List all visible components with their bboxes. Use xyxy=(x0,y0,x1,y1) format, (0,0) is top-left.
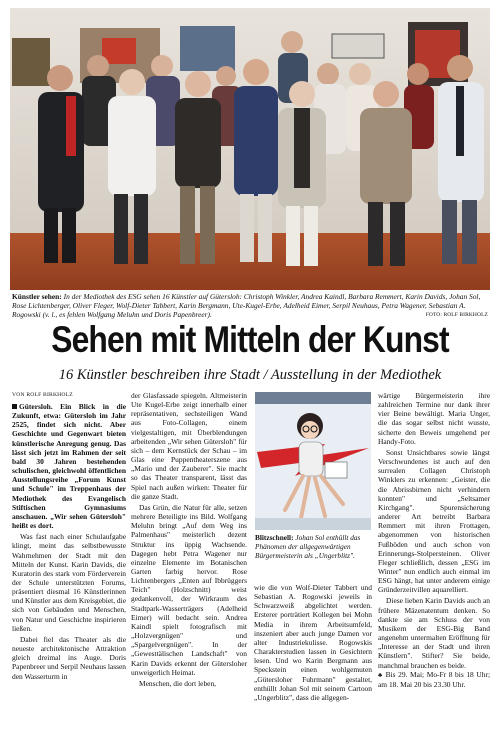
paragraph: wie die von Wolf-Dieter Tabbert und Sebastian A. Rogowski jeweils in Schwarzweiß abgelichtet werden. Ersterer porträtiert Kollegen bei Mohn Media in ihrem Arbeitsumfeld, inszeniert aber auch junge Damen vor alter Industriekulisse. Rogowskis Charakterstudien lassen in Gesichtern lesen. Und wo Karin Bergmann aus Speckstein einen wohlgemuten „Gütersloher Fuhrmann" gestaltet, enthüllt Johan Sol mit seinem Cartoon „Ungerblitz", dass die allgegen- xyxy=(254,583,372,702)
paragraph: Das Grün, die Natur für alle, setzen mehrere Beteiligte ins Bild. Wolfgang Meluhn bringt „Auf dem Weg ins Palmenhaus" meisterlich dezent Struktur ins üppig Wachsende. Dagegen hebt Petra Wagener nur einzelne Elemente im Botanischen Garten farbig hervor. Rose Lichtenbergers „Enten auf Ibbrüggers Teich" (Holzschnitt) weist gedankenvoll, der Wirkraum des Stadtpark-Wasserträgers (Adelheid Eimer) will bedacht sein. Andrea Kaindl spielt fotografisch mit „Holzvergnügen" und „Spargelvergnügen". In der „Gewesttälischen Landschaft" von Karin Davids erkennt der Gütersloher unweigerlich Heimat. xyxy=(131,502,247,677)
lead-text: Gütersloh. Ein Blick in die Zukunft, etwa: Gütersloh im Jahr 2525, findet sich nicht. Aber Geschichte und Gegenwart bieten künstlerische Anregung genug. Das lässt sich jetzt im Rahmen der seit bald 30 Jahren bestehenden schulischen, gleichwohl öffentlichen Ausstellungsreihe „Forum Kunst und Schule" im Treppenhaus der Mediothek des Evangelisch Stiftischen Gymnasiums anschauen. „Wir sehen Gütersloh" heißt es dort. xyxy=(12,402,126,531)
paragraph: Menschen, die dort leben, xyxy=(139,678,217,688)
event-info-text: Bis 29. Mai; Mo-Fr 8 bis 18 Uhr; am 18. Mai 20 bis 23.30 Uhr. xyxy=(378,669,491,689)
caption-label: Künstler sehen: xyxy=(12,292,62,301)
paragraph: Diese lieben Karin Davids auch an frühere Mäzenatentum denken. So dankte sie am Schluss der von Musikern der ESG-Big Band angenehm untermalten Eröffnung für „Interesse an der Stadt und ihren Künstlern". Stifter? Sie beide, manchmal brauchen es beide. xyxy=(378,596,490,670)
headline: Sehen mit Mitteln der Kunst xyxy=(51,319,449,360)
paragraph: Was fast nach einer Schulaufgabe klingt, meint das selbstbewusste Wahrnehmen der Stadt mit den Mitteln der Kunst. Karin Davids, die Kuratorin des stark vom Förderverein der Schule unterstützten Forums, präsentiert diesmal 16 Künstlerinnen und Künstler aus dem Kreisgebiet, die sich von Gebäuden und Menschen, von Natur und Geschichte inspirieren ließen. xyxy=(12,532,127,633)
paragraph: Sonst Unsichtbares sowie längst Verschwundenes ist auch auf den surrealen Collagen Christoph Winklers zu erkennen: „Geister, die die Abrissbirnen nicht verhindern konnten" und „Seltsamer Kirchgang". Spurensicherung anderer Art betreibt Barbara Remmert mit ihren Frottagen, abgenommen von historischen Fußböden und auch schon von Erinnerungs-Stolpersteinen. Oliver Fleger schließlich, dessen „ESG im Winter" nun endlich auch einmal im ESG hängt, hat unter anderem einige Gründerzeitvillen aquarelliert. xyxy=(378,447,490,595)
illustration-caption-label: Blitzschnell: xyxy=(255,533,294,542)
illustration-caption xyxy=(255,533,373,560)
article-column-1 xyxy=(12,402,126,681)
lead-paragraph xyxy=(12,402,126,530)
group-photo xyxy=(10,8,490,290)
byline: VON ROLF BIRKHOLZ xyxy=(12,392,73,398)
subheadline: 16 Künstler beschreiben ihre Stadt / Ausstellung in der Mediothek xyxy=(58,367,442,383)
article-column-2 xyxy=(131,391,247,688)
event-info xyxy=(378,670,490,689)
clover-icon: ♣ xyxy=(378,671,384,679)
paragraph: der Glasfassade spiegeln. Altmeisterin Ute Kugel-Erbe zeigt innerhalb einer repräsentativen, sechsteiligen Wand aus Foto-Collagen, einem vielgestaltigen, mit Überblendungen arbeitenden „Wir sehen Gütersloh" für sich – dem Kernstück der Schau – im Glas eine Puppentheaterszene aus „Mario und der Zauberer". Sie macht so das Theater transparent, lässt das Spiel nach außen wirken: Theater für die ganze Stadt. xyxy=(131,391,247,501)
square-bullet-icon xyxy=(12,404,17,409)
article-column-4 xyxy=(378,391,490,689)
caption-text: In der Mediothek des ESG sehen 16 Künstler auf Gütersloh: Christoph Winkler, Andrea Kaindl, Barbara Remmert, Karin Davids, Johan Sol, Rose Lichtenberger, Oliver Fleger, Wolf-Dieter Tabbert, Karin Bergmann, Ute-Kugel-Erbe, Adelheid Eimer, Serpil Neuhaus, Petra Wagener, Sebastian A. Rogowski (v. l., es fehlen Wolfgang Meluhn und Doris Papenbreer). xyxy=(12,292,481,320)
illustration-caption-text: Johan Sol enthüllt das Phänomen der allgegenwärtigen Bürgermeisterin als „Ungerblitz". xyxy=(255,533,361,560)
paragraph: wärtige Bürgermeisterin ihre zahlreichen Termine nur dank ihrer vier Beine bewältigt. Maria Unger, die das sogar selbst nicht wusste, sicherte den Beweis umgehend per Handy-Foto. xyxy=(378,391,490,446)
photo-credit: FOTO: ROLF BIRKHOLZ xyxy=(425,312,488,319)
paragraph: Dabei fiel das Theater als die neueste architektonische Attraktion gleich dreimal ins Auge. Doris Papenbreer und Serpil Neuhaus lassen den Wasserturm in xyxy=(12,634,127,681)
article-column-3 xyxy=(254,583,372,702)
cartoon-illustration xyxy=(255,392,371,530)
photo-caption xyxy=(12,292,488,321)
